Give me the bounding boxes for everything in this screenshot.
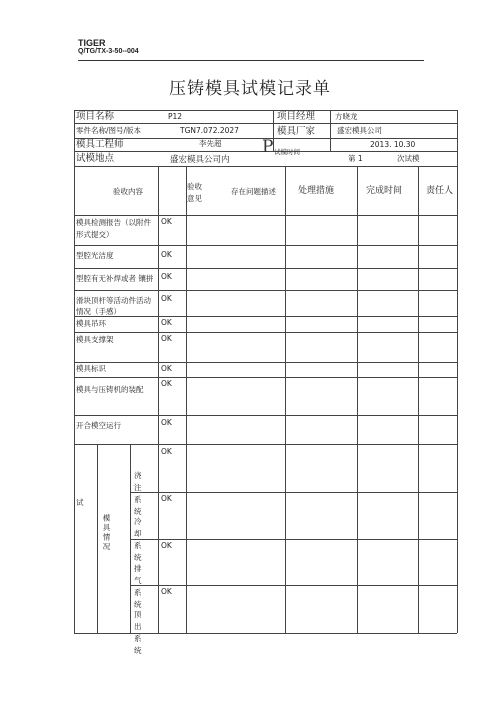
row-opinion: OK [161,272,172,281]
mold-maker-value: 盛宏模具公司 [337,126,382,135]
project-name-value: P12 [168,112,183,121]
table-rule [130,585,457,586]
table-rule [330,110,331,151]
trial-number-suffix: 次试模 [397,154,420,163]
document-number: Q/TG/TX-3-50--004 [78,48,139,55]
table-rule [418,166,419,633]
trial-number-prefix: 第 1 [348,154,363,163]
row-opinion: OK [161,364,172,373]
system-label: 冷却系统 [134,517,145,562]
row-item: 模具支撑架 [76,335,114,344]
system-label: 浇注系统 [134,471,145,516]
table-rule [74,215,457,216]
row-item: 滑块顶杆等活动件活动情况（手感） [76,296,151,316]
row-opinion: OK [161,318,172,327]
table-rule [74,268,457,269]
system-opinion: OK [161,587,172,596]
table-rule [74,110,75,633]
table-rule [457,110,458,633]
trial-location-value: 盛宏模具公司内 [170,155,230,165]
table-rule [97,444,98,633]
project-name-label: 项目名称 [76,111,115,122]
table-rule [186,166,187,633]
row-opinion: OK [161,217,172,226]
trial-location-label: 试模地点 [76,153,115,164]
row-item: 型腔光洁度 [76,251,114,260]
row-item: 模具检测报告（以附件形式提交） [76,218,151,239]
table-rule [74,362,457,363]
brand-name: TIGER [78,38,106,48]
table-rule [74,444,457,445]
table-rule [74,633,457,634]
row-item: 型腔有无补焊或者 镶拼 [76,274,154,283]
system-opinion: OK [161,494,172,503]
table-rule [74,110,457,111]
mold-maker-label: 模具厂家 [277,126,316,137]
col-completion-header: 完成时间 [366,186,403,196]
row-opinion: OK [161,334,172,343]
row-item: 模具与压铸机的装配 [76,385,144,394]
page-title: 压铸模具试模记录单 [169,79,331,99]
system-label: 排气系统 [134,564,145,609]
part-label: 零件名称/图号/版本 [76,126,142,135]
table-rule [285,166,286,633]
project-manager-label: 项目经理 [277,111,316,122]
group-outer-label: 试 [76,498,84,507]
row-item: 模具标识 [76,364,106,373]
table-rule [158,166,159,633]
col-content-header: 验收内容 [113,187,143,196]
table-rule [74,332,457,333]
mold-engineer-label: 模具工程师 [76,139,124,150]
project-manager-value: 方晓龙 [335,112,358,121]
row-item: 开合模空运行 [76,421,121,430]
table-rule [357,166,358,633]
row-item: 模具吊环 [76,319,106,328]
col-opinion-header: 验收意见 [187,182,202,203]
table-rule [130,539,457,540]
table-rule [130,444,131,633]
system-opinion: OK [161,541,172,550]
stamp-mark: P [262,137,274,157]
system-label: 顶出系统 [134,610,145,655]
header-divider [78,60,424,61]
mold-engineer-value: 李先超 [199,139,222,148]
col-responsible-header: 责任人 [426,186,454,196]
table-rule [74,415,457,416]
row-opinion: OK [161,379,172,388]
system-opinion: OK [161,447,172,456]
row-opinion: OK [161,418,172,427]
table-rule [74,123,457,124]
trial-time-value: 2013. 10.30 [370,140,416,149]
col-measures-header: 处理措施 [298,186,335,196]
table-rule [74,166,457,167]
row-opinion: OK [161,250,172,259]
table-rule [130,492,457,493]
table-rule [74,377,457,378]
table-rule [74,245,457,246]
row-opinion: OK [161,294,172,303]
group-inner-label: 模具情况 [102,514,111,552]
table-rule [74,290,457,291]
col-issues-header: 存在问题描述 [231,187,276,196]
trial-time-label: 试模时间 [274,148,300,156]
part-value: TGN7.072.2027 [180,126,239,135]
